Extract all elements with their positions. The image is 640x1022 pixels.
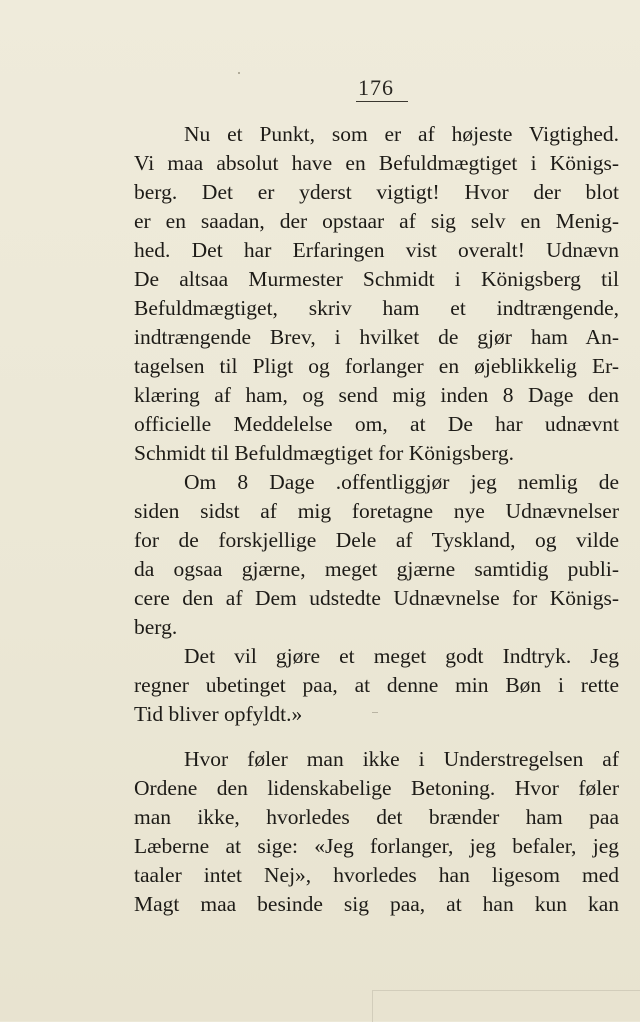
text-line: hed. Det har Erfaringen vist overalt! Udnævn <box>134 238 619 262</box>
section-break-mark <box>372 712 378 713</box>
text-line: klæring af ham, og send mig inden 8 Dage den <box>134 383 619 407</box>
text-line: Hvor føler man ikke i Understregelsen af <box>184 747 619 771</box>
text-line: berg. Det er yderst vigtigt! Hvor der blot <box>134 180 619 204</box>
text-line: cere den af Dem udstedte Udnævnelse for Königs- <box>134 586 619 610</box>
text-line: da ogsaa gjærne, meget gjærne samtidig publi- <box>134 557 619 581</box>
text-line: er en saadan, der opstaar af sig selv en Menig- <box>134 209 619 233</box>
text-line: officielle Meddelelse om, at De har udnævnt <box>134 412 619 436</box>
letter-quote-block <box>134 120 619 729</box>
text-line: Schmidt til Befuldmægtiget for Königsberg. <box>134 441 515 465</box>
text-line: tagelsen til Pligt og forlanger en øjeblikkelig Er- <box>134 354 619 378</box>
text-line: Tid bliver opfyldt.» <box>134 702 303 726</box>
commentary-block <box>134 745 619 919</box>
text-line: Magt maa besinde sig paa, at han kun kan <box>134 892 619 916</box>
paper-speck <box>238 72 240 74</box>
text-line: Vi maa absolut have en Befuldmægtiget i Königs- <box>134 151 619 175</box>
page-number: 176 <box>358 75 394 100</box>
page-number-rule <box>356 101 408 102</box>
text-line: Det vil gjøre et meget godt Indtryk. Jeg <box>184 644 619 668</box>
text-line: regner ubetinget paa, at denne min Bøn i rette <box>134 673 619 697</box>
text-line: for de forskjellige Dele af Tyskland, og vilde <box>134 528 619 552</box>
text-line: taaler intet Nej», hvorledes han ligesom med <box>134 863 619 887</box>
text-line: indtrængende Brev, i hvilket de gjør ham An- <box>134 325 619 349</box>
text-line: berg. <box>134 615 178 639</box>
text-line: Nu et Punkt, som er af højeste Vigtighed. <box>184 122 619 146</box>
text-line: Om 8 Dage .offentliggjør jeg nemlig de <box>184 470 619 494</box>
text-line: Befuldmægtiget, skriv ham et indtrængende, <box>134 296 619 320</box>
text-line: Ordene den lidenskabelige Betoning. Hvor føler <box>134 776 619 800</box>
text-line: man ikke, hvorledes det brænder ham paa <box>134 805 619 829</box>
text-line: Læberne at sige: «Jeg forlanger, jeg befaler, jeg <box>134 834 619 858</box>
scan-frame-edge <box>372 990 640 1022</box>
text-line: De altsaa Murmester Schmidt i Königsberg til <box>134 267 619 291</box>
text-line: siden sidst af mig foretagne nye Udnævnelser <box>134 499 619 523</box>
